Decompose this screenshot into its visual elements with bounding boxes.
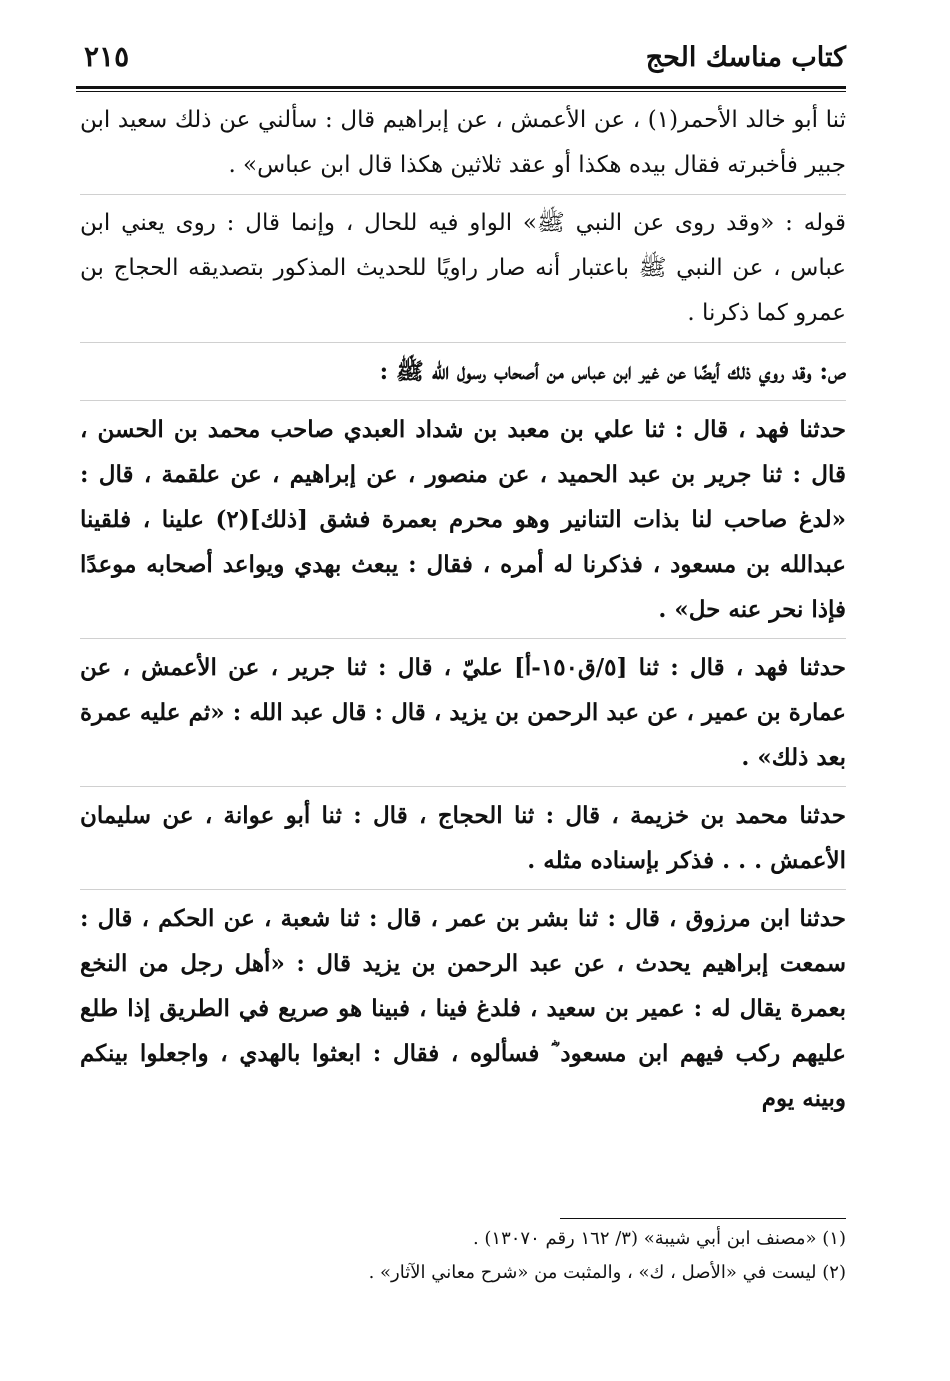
paragraph-7: حدثنا ابن مرزوق ، قال : ثنا بشر بن عمر ، قال : ثنا شعبة ، عن الحكم ، قال : سمعت إبراهيم يحدث ، عن عبد الرحمن بن يزيد قال : «أهل رجل من النخع بعمرة يقال له : عمير بن سعيد ، فلدغ فينا ، فبينا هو صريع في الطريق إذا طلع عليهم ركب فيهم ابن مسعود ؓ فسألوه ، فقال : ابعثوا بالهدي ، واجعلوا بينكم وبينه يوم [80, 905, 846, 1112]
footnote-2: (٢) ليست في «الأصل ، ك» ، والمثبت من «شرح معاني الآثار» . [368, 1262, 846, 1283]
paragraph-separator [80, 786, 846, 787]
header-rule-thin [76, 91, 846, 92]
paragraph-separator [80, 194, 846, 195]
paragraph-2: قوله : «وقد روى عن النبي ﷺ» الواو فيه للحال ، وإنما قال : روى يعني ابن عباس ، عن النبي ﷺ باعتبار أنه صار راويًا للحديث المذكور بتصديقه الحجاج بن عمرو كما ذكرنا . [80, 210, 846, 326]
footnote-rule [560, 1218, 846, 1219]
paragraph-6: حدثنا محمد بن خزيمة ، قال : ثنا الحجاج ، قال : ثنا أبو عوانة ، عن سليمان الأعمش . . . فذكر بإسناده مثله . [80, 802, 846, 874]
paragraph-4: حدثنا فهد ، قال : ثنا علي بن معبد بن شداد العبدي صاحب محمد بن الحسن ، قال : ثنا جرير بن عبد الحميد ، عن منصور ، عن إبراهيم ، عن علقمة ، قال : «لدغ صاحب لنا بذات التنانير وهو محرم بعمرة فشق [ذلك](٢) علينا ، فلقينا عبدالله بن مسعود ، فذكرنا له أمره ، فقال : يبعث بهدي ويواعد أصحابه موعدًا فإذا نحر عنه حل» . [80, 416, 846, 623]
paragraph-separator [80, 889, 846, 890]
footnotes [80, 1222, 846, 1290]
paragraph-1: ثنا أبو خالد الأحمر(١) ، عن الأعمش ، عن إبراهيم قال : سألني عن ذلك سعيد ابن جبير فأخبرته فقال بيده هكذا أو عقد ثلاثين هكذا قال ابن عباس» . [80, 107, 846, 178]
page-header [76, 36, 846, 84]
paragraph-5: حدثنا فهد ، قال : ثنا [٥/ق١٥٠-أ] عليّ ، قال : ثنا جرير ، عن الأعمش ، عن عمارة بن عمير ، عن عبد الرحمن بن يزيد ، قال : قال عبد الله : «ثم عليه عمرة بعد ذلك» . [80, 654, 847, 771]
page-number: ٢١٥ [84, 40, 130, 73]
main-text [80, 98, 846, 1127]
running-title: كتاب مناسك الحج [645, 42, 846, 73]
footnote-1: (١) «مصنف ابن أبي شيبة» (٣/ ١٦٢ رقم ١٣٠٧٠) . [472, 1228, 846, 1249]
paragraph-separator [80, 400, 846, 401]
section-heading: ص: وقد روي ذلك أيضًا عن غير ابن عباس من أصحاب رسول الله ﷺ : [379, 358, 846, 385]
paragraph-separator [80, 638, 846, 639]
header-rule-thick [76, 86, 846, 89]
paragraph-separator [80, 342, 846, 343]
